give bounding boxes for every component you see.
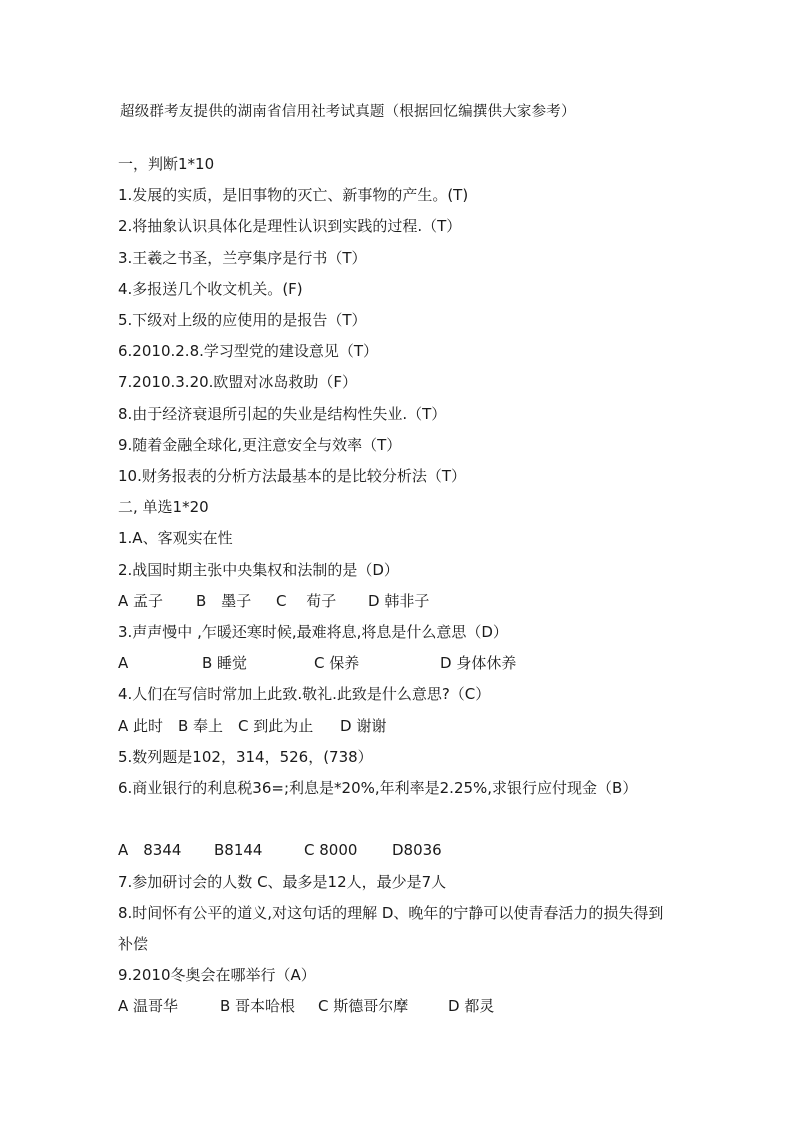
judgement-item-9: 9.随着金融全球化,更注意安全与效率（T） [118, 435, 402, 454]
judgement-item-8: 8.由于经济衰退所引起的失业是结构性失业.（T） [118, 404, 447, 423]
option-c: C 到此为止 [238, 716, 314, 735]
question-5: 5.数列题是102，314，526，(738） [118, 747, 373, 766]
option-d: D 韩非子 [368, 591, 430, 610]
question-9-options [118, 991, 678, 1022]
option-b: B 睡觉 [202, 654, 248, 673]
judgement-item-7: 7.2010.3.20.欧盟对冰岛救助（F） [118, 373, 358, 392]
question-6-options [118, 835, 678, 866]
question-1: 1.A、客观实在性 [118, 529, 233, 548]
option-c: C 8000 [304, 841, 358, 860]
judgement-item-1: 1.发展的实质，是旧事物的灭亡、新事物的产生。(T) [118, 186, 469, 205]
question-2-options [118, 586, 678, 617]
judgement-item-5: 5.下级对上级的应使用的是报告（T） [118, 311, 367, 330]
judgement-item-10: 10.财务报表的分析方法最基本的是比较分析法（T） [118, 467, 467, 486]
question-4: 4.人们在写信时常加上此致.敬礼.此致是什么意思?（C） [118, 685, 491, 704]
judgement-item-3: 3.王羲之书圣，兰亭集序是行书（T） [118, 248, 367, 267]
option-d: D8036 [392, 841, 442, 860]
question-7: 7.参加研讨会的人数 C、最多是12人，最少是7人 [118, 872, 447, 891]
option-c: C 荀子 [276, 591, 337, 610]
option-a: A [118, 654, 129, 673]
option-b: B 墨子 [196, 591, 252, 610]
option-a: A 孟子 [118, 591, 164, 610]
option-b: B8144 [214, 841, 263, 860]
question-8: 8.时间怀有公平的道义,对这句话的理解 D、晚年的宁静可以使青春活力的损失得到补偿 [118, 903, 664, 954]
question-4-options [118, 711, 678, 742]
blank-line [118, 804, 678, 835]
judgement-item-2: 2.将抽象认识具体化是理性认识到实践的过程.（T） [118, 217, 462, 236]
option-a: A 此时 [118, 716, 164, 735]
question-3-options [118, 648, 678, 679]
option-c: C 保养 [314, 654, 360, 673]
option-a: A 温哥华 [118, 997, 179, 1016]
option-a: A 8344 [118, 841, 182, 860]
judgement-item-4: 4.多报送几个收文机关。(F) [118, 279, 303, 298]
option-d: D 身体休养 [440, 654, 517, 673]
question-9: 9.2010冬奥会在哪举行（A） [118, 966, 316, 985]
option-d: D 都灵 [448, 997, 495, 1016]
option-b: B 哥本哈根 [220, 997, 296, 1016]
document-title: 超级群考友提供的湖南省信用社考试真题（根据回忆编撰供大家参考） [120, 104, 576, 120]
judgement-item-6: 6.2010.2.8.学习型党的建设意见（T） [118, 342, 379, 361]
option-c: C 斯德哥尔摩 [318, 997, 409, 1016]
question-2: 2.战国时期主张中央集权和法制的是（D） [118, 560, 399, 579]
section-heading-judgement: 一，判断1*10 [118, 155, 215, 173]
question-6: 6.商业银行的利息税36=;利息是*20%,年利率是2.25%,求银行应付现金（B） [118, 779, 638, 798]
question-3: 3.声声慢中 ,乍暖还寒时候,最难将息,将息是什么意思（D） [118, 623, 508, 642]
section-heading-single-choice: 二, 单选1*20 [118, 498, 209, 517]
document-body [118, 149, 678, 1023]
option-d: D 谢谢 [340, 716, 387, 735]
option-b: B 奉上 [178, 716, 224, 735]
